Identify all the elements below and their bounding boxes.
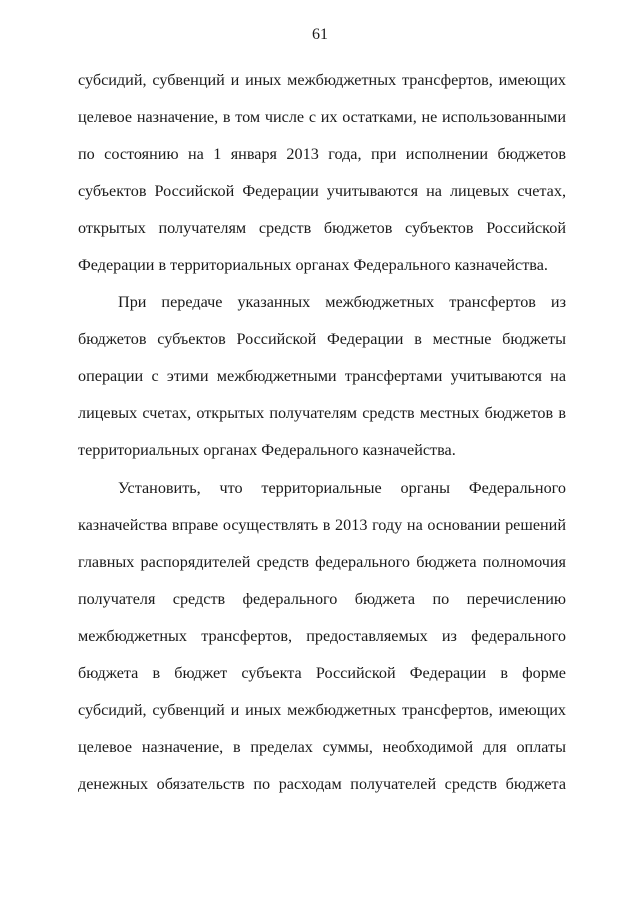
text-line: лицевых счетах, открытых получателям средств местных бюджетов в	[78, 404, 566, 422]
text-line: межбюджетных трансфертов, предоставляемых из федерального	[78, 627, 566, 645]
text-line: открытых получателям средств бюджетов субъектов Российской	[78, 219, 566, 237]
text-line: Федерации в территориальных органах Федерального казначейства.	[78, 256, 548, 274]
text-line: субсидий, субвенций и иных межбюджетных трансфертов, имеющих	[78, 71, 566, 89]
text-line: При передаче указанных межбюджетных трансфертов из	[118, 293, 566, 311]
text-line: субсидий, субвенций и иных межбюджетных трансфертов, имеющих	[78, 701, 566, 719]
text-line: целевое назначение, в пределах суммы, необходимой для оплаты	[78, 738, 566, 756]
text-line: территориальных органах Федерального казначейства.	[78, 441, 456, 459]
text-line: субъектов Российской Федерации учитываются на лицевых счетах,	[78, 182, 566, 200]
text-line: бюджетов субъектов Российской Федерации в местные бюджеты	[78, 330, 566, 348]
text-line: Установить, что территориальные органы Федерального	[118, 479, 566, 497]
text-line: казначейства вправе осуществлять в 2013 году на основании решений	[78, 516, 566, 534]
text-line: главных распорядителей средств федерального бюджета полномочия	[78, 553, 566, 571]
text-line: целевое назначение, в том числе с их остатками, не использованными	[78, 108, 566, 126]
text-line: бюджета в бюджет субъекта Российской Федерации в форме	[78, 664, 566, 682]
text-line: получателя средств федерального бюджета по перечислению	[78, 590, 566, 608]
page-number: 61	[312, 26, 328, 43]
text-line: по состоянию на 1 января 2013 года, при исполнении бюджетов	[78, 145, 566, 163]
text-line: денежных обязательств по расходам получателей средств бюджета	[78, 775, 566, 793]
text-line: операции с этими межбюджетными трансфертами учитываются на	[78, 367, 566, 385]
